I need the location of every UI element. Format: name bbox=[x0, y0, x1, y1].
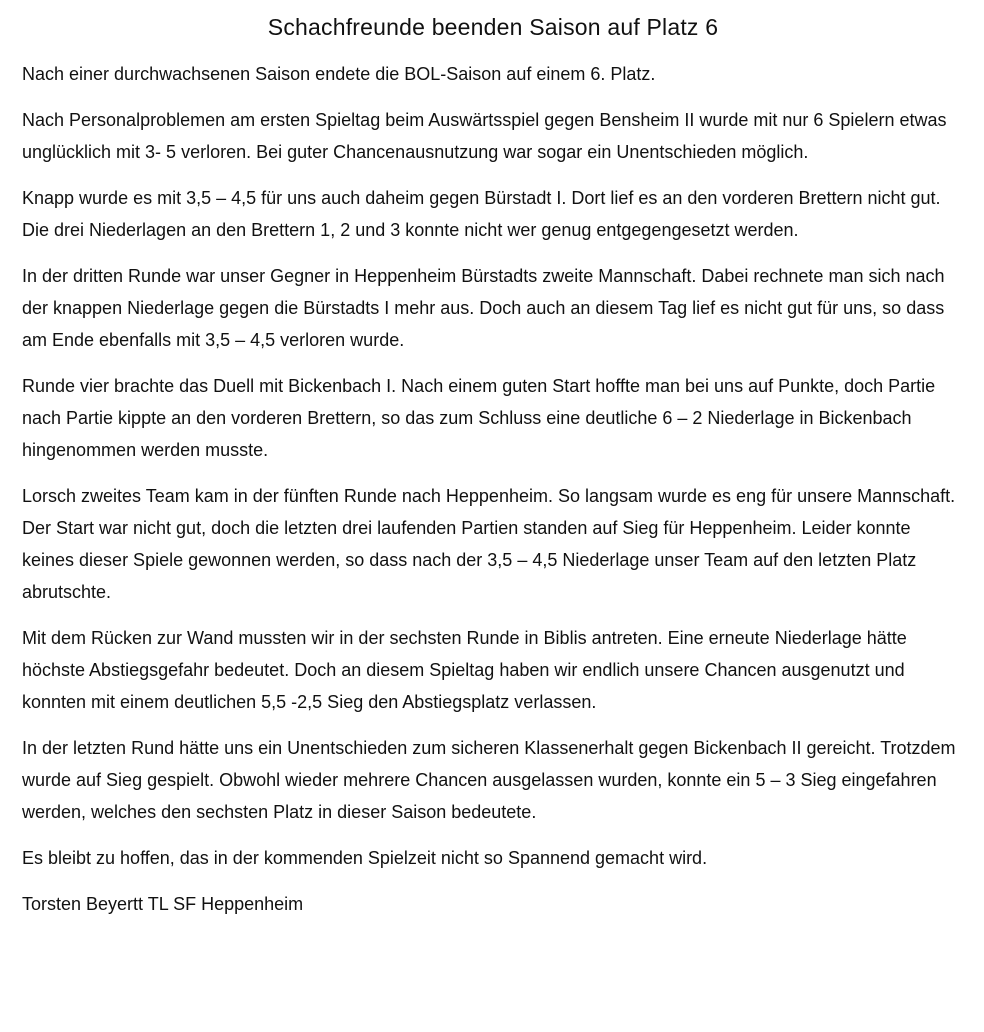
paragraph-outlook: Es bleibt zu hoffen, das in der kommenden Spielzeit nicht so Spannend gemacht wird. bbox=[22, 848, 708, 868]
document-title: Schachfreunde beenden Saison auf Platz 6 bbox=[267, 14, 719, 40]
paragraph-round-1: Nach Personalproblemen am ersten Spieltag beim Auswärtsspiel gegen Bensheim II wurde mit nur 6 Spielern etwas unglücklich mit 3- 5 verloren. Bei guter Chancenausnutzung war sogar ein Unentschieden möglich. bbox=[22, 110, 947, 162]
paragraph-round-7: In der letzten Rund hätte uns ein Unentschieden zum sicheren Klassenerhalt gegen Bickenbach II gereicht. Trotzdem wurde auf Sieg gespielt. Obwohl wieder mehrere Chancen ausgelassen wurden, konnte ein 5 – 3 Sieg eingefahren werden, welches den sechsten Platz in dieser Saison bedeutete. bbox=[22, 738, 956, 822]
paragraph-round-3: In der dritten Runde war unser Gegner in Heppenheim Bürstadts zweite Mannschaft. Dabei rechnete man sich nach der knappen Niederlage gegen die Bürstadts I mehr aus. Doch auch an diesem Tag lief es nicht gut für uns, so dass am Ende ebenfalls mit 3,5 – 4,5 verloren wurde. bbox=[22, 266, 945, 350]
paragraph-round-2: Knapp wurde es mit 3,5 – 4,5 für uns auch daheim gegen Bürstadt I. Dort lief es an den vorderen Brettern nicht gut. Die drei Niederlagen an den Brettern 1, 2 und 3 konnte nicht wer genug entgegengesetzt werden. bbox=[22, 188, 941, 240]
paragraph-intro: Nach einer durchwachsenen Saison endete die BOL-Saison auf einem 6. Platz. bbox=[22, 64, 656, 84]
document-body bbox=[22, 58, 964, 920]
paragraph-signature: Torsten Beyertt TL SF Heppenheim bbox=[22, 894, 304, 914]
paragraph-round-4: Runde vier brachte das Duell mit Bickenbach I. Nach einem guten Start hoffte man bei uns auf Punkte, doch Partie nach Partie kippte an den vorderen Brettern, so das zum Schluss eine deutliche 6 – 2 Niederlage in Bickenbach hingenommen werden musste. bbox=[22, 376, 936, 460]
paragraph-round-5: Lorsch zweites Team kam in der fünften Runde nach Heppenheim. So langsam wurde es eng für unsere Mannschaft. Der Start war nicht gut, doch die letzten drei laufenden Partien standen auf Sieg für Heppenheim. Leider konnte keines dieser Spiele gewonnen werden, so dass nach der 3,5 – 4,5 Niederlage unser Team auf den letzten Platz abrutschte. bbox=[22, 486, 956, 602]
paragraph-round-6: Mit dem Rücken zur Wand mussten wir in der sechsten Runde in Biblis antreten. Eine erneute Niederlage hätte höchste Abstiegsgefahr bedeutet. Doch an diesem Spieltag haben wir endlich unsere Chancen ausgenutzt und konnten mit einem deutlichen 5,5 -2,5 Sieg den Abstiegsplatz verlassen. bbox=[22, 628, 907, 712]
